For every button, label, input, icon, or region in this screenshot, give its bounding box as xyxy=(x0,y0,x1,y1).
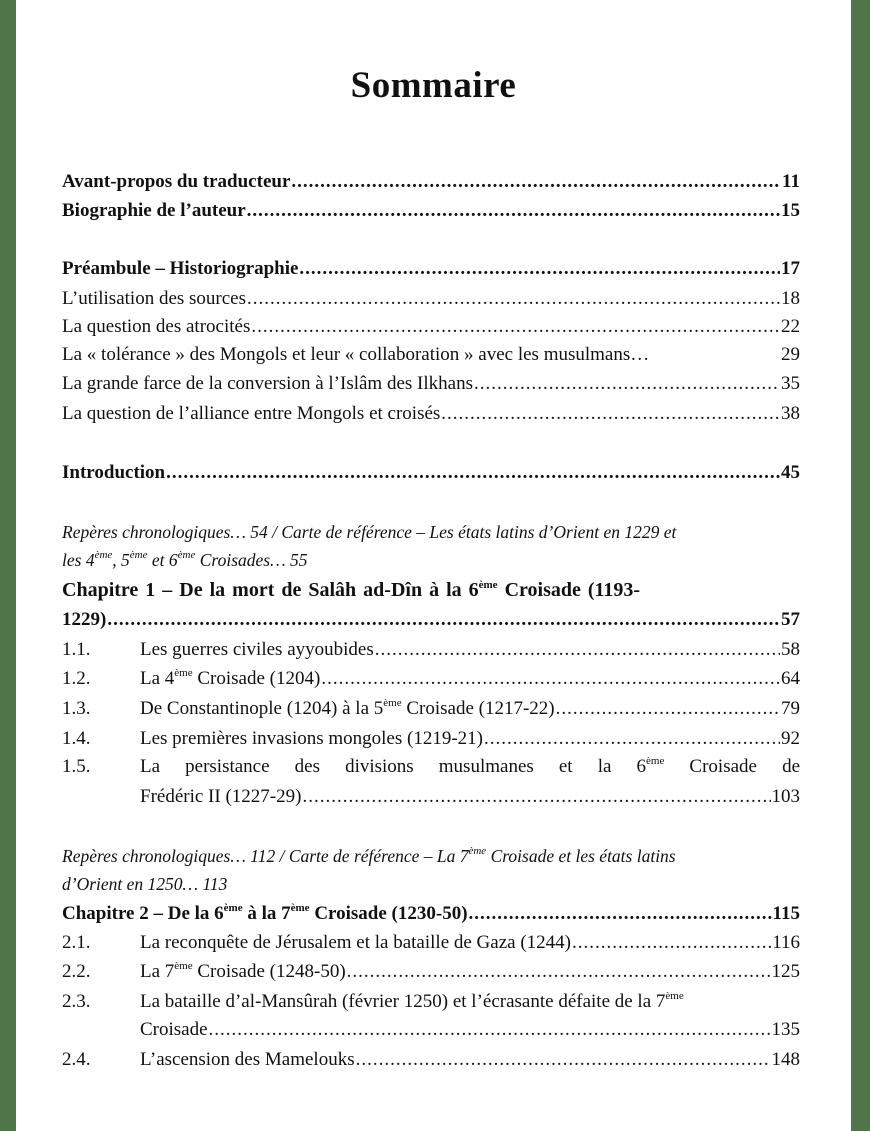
toc-heading[interactable] xyxy=(62,255,800,283)
section-number: 1.2. xyxy=(62,668,91,689)
chapter-title-text: Chapitre 1 – De la mort de Salâh ad-Dîn à la 6 xyxy=(62,579,479,601)
superscript: ème xyxy=(174,960,193,972)
toc-entry-label: La bataille d’al-Mansûrah (février 1250) et l’écrasante défaite de la 7 xyxy=(140,991,666,1012)
word: de xyxy=(782,756,800,777)
toc-entry-page: 18 xyxy=(781,288,800,309)
note-text: Croisade et les états latins xyxy=(486,846,676,866)
leader-dots xyxy=(321,665,780,693)
section-number: 1.4. xyxy=(62,728,91,749)
superscript: ème xyxy=(665,990,684,1002)
toc-section[interactable] xyxy=(62,1046,800,1074)
leader-dots xyxy=(484,725,780,753)
toc-entry-page: 38 xyxy=(781,403,800,424)
toc-entry-label: Les premières invasions mongoles (1219-21) xyxy=(140,728,483,749)
toc-entry-page: 57 xyxy=(781,609,800,630)
toc-entry-page: 22 xyxy=(781,316,800,337)
toc-entry[interactable] xyxy=(62,168,800,196)
leader-dots xyxy=(299,255,780,283)
note-text: Repères chronologiques… 112 / Carte de référence – La 7 xyxy=(62,846,469,866)
superscript: ème xyxy=(177,549,196,561)
superscript: ème xyxy=(478,579,498,591)
section-number: 2.3. xyxy=(62,991,91,1012)
note-text: Croisades… 55 xyxy=(195,550,308,570)
toc-heading[interactable] xyxy=(62,459,800,487)
label-part: La 4 xyxy=(140,668,175,689)
word xyxy=(637,753,665,781)
toc-entry-page: 64 xyxy=(781,668,800,689)
superscript: ème xyxy=(223,902,243,914)
word: Croisade xyxy=(689,756,757,777)
chronology-note xyxy=(62,548,804,573)
superscript: ème xyxy=(129,549,148,561)
note-text: Repères chronologiques… 54 / Carte de référence – Les états latins d’Orient en 1229 et xyxy=(62,522,677,542)
toc-entry[interactable] xyxy=(62,341,800,369)
section-number: 2.4. xyxy=(62,1049,91,1070)
leader-dots xyxy=(166,459,780,487)
toc-entry-label: La reconquête de Jérusalem et la bataille de Gaza (1244) xyxy=(140,932,571,953)
leader-dots xyxy=(107,606,780,634)
toc-entry-page: 29 xyxy=(781,344,800,365)
superscript: ème xyxy=(383,697,402,709)
superscript: ème xyxy=(290,902,310,914)
toc-entry-label: L’ascension des Mamelouks xyxy=(140,1049,355,1070)
label-part: Croisade (1230-50) xyxy=(309,903,468,924)
word: et xyxy=(558,756,573,777)
chronology-note xyxy=(62,520,804,545)
leader-dots xyxy=(375,636,780,664)
leader-dots xyxy=(474,370,780,398)
note-text: les 4 xyxy=(62,550,95,570)
label-part: à la 7 xyxy=(242,903,291,924)
leader-dots xyxy=(469,900,772,928)
toc-section[interactable] xyxy=(62,665,800,693)
toc-entry-label: Biographie de l’auteur xyxy=(62,200,246,221)
toc-entry-label: 1229) xyxy=(62,609,107,630)
leader-dots xyxy=(247,285,780,313)
note-text: d’Orient en 1250… 113 xyxy=(62,874,228,894)
chapter-title[interactable] xyxy=(62,900,800,928)
toc-entry-label xyxy=(62,900,468,928)
toc-entry-label: Introduction xyxy=(62,462,166,483)
section-number: 1.5. xyxy=(62,756,91,777)
toc-heading[interactable] xyxy=(62,606,800,634)
toc-entry[interactable] xyxy=(62,197,800,225)
toc-section[interactable] xyxy=(62,988,800,1016)
toc-entry-page: 148 xyxy=(771,1049,800,1070)
word: musulmanes xyxy=(438,756,534,777)
label-part: De Constantinople (1204) à la 5 xyxy=(140,698,384,719)
leader-dots xyxy=(572,929,771,957)
toc-section-line2[interactable] xyxy=(140,783,800,811)
toc-entry-label: Préambule – Historiographie xyxy=(62,258,299,279)
leader-dots xyxy=(556,695,780,723)
toc-section[interactable] xyxy=(62,695,800,723)
word: persistance xyxy=(185,756,270,777)
toc-entry-label: La « tolérance » des Mongols et leur « collaboration » avec les musulmans… xyxy=(62,344,650,365)
leader-dots xyxy=(291,168,781,196)
section-number: 1.1. xyxy=(62,639,91,660)
leader-dots xyxy=(347,958,771,986)
toc-entry[interactable] xyxy=(62,400,800,428)
word: La xyxy=(140,756,161,777)
label-part: Chapitre 2 – De la 6 xyxy=(62,903,224,924)
toc-entry-page: 35 xyxy=(781,373,800,394)
superscript: ème xyxy=(174,667,193,679)
label-part: 6 xyxy=(636,756,646,777)
toc-entry-page: 11 xyxy=(782,171,800,192)
leader-dots xyxy=(302,783,770,811)
word: la xyxy=(597,756,612,777)
leader-dots xyxy=(209,1016,771,1044)
toc-entry[interactable] xyxy=(62,370,800,398)
leader-dots xyxy=(251,313,780,341)
toc-entry-page: 17 xyxy=(781,258,800,279)
book-page xyxy=(16,0,851,1131)
toc-entry-page: 92 xyxy=(781,728,800,749)
toc-entry[interactable] xyxy=(62,313,800,341)
toc-section[interactable] xyxy=(62,725,800,753)
toc-entry-label xyxy=(140,958,346,986)
word: des xyxy=(294,756,320,777)
toc-entry-label xyxy=(140,695,555,723)
toc-entry[interactable] xyxy=(62,285,800,313)
label-part: Croisade (1248-50) xyxy=(192,961,346,982)
toc-entry-page: 103 xyxy=(771,786,800,807)
toc-section[interactable] xyxy=(62,958,800,986)
toc-section[interactable] xyxy=(62,636,800,664)
word: divisions xyxy=(345,756,414,777)
toc-entry-label: La grande farce de la conversion à l’Islâm des Ilkhans xyxy=(62,373,473,394)
toc-entry-page: 135 xyxy=(771,1019,800,1040)
toc-entry-label: Les guerres civiles ayyoubides xyxy=(140,639,374,660)
leader-dots xyxy=(247,197,780,225)
leader-dots xyxy=(356,1046,771,1074)
chronology-note xyxy=(62,872,804,897)
chapter-title[interactable] xyxy=(62,576,800,604)
toc-entry-page: 125 xyxy=(771,961,800,982)
toc-entry-page: 79 xyxy=(781,698,800,719)
toc-entry-label: Avant-propos du traducteur xyxy=(62,171,291,192)
superscript: ème xyxy=(646,755,665,767)
label-part: Croisade (1204) xyxy=(192,668,321,689)
superscript: ème xyxy=(94,549,113,561)
toc-entry-label xyxy=(140,665,320,693)
toc-entry-label: La question de l’alliance entre Mongols et croisés xyxy=(62,403,441,424)
toc-entry-label: La question des atrocités xyxy=(62,316,251,337)
toc-entry-label: L’utilisation des sources xyxy=(62,288,246,309)
toc-section-line2[interactable] xyxy=(140,1016,800,1044)
toc-entry-page: 115 xyxy=(772,903,800,924)
note-text: , 5 xyxy=(112,550,130,570)
toc-entry-page: 45 xyxy=(781,462,800,483)
toc-entry-page: 15 xyxy=(781,200,800,221)
toc-entry-page: 116 xyxy=(772,932,800,953)
toc-section-line1[interactable] xyxy=(140,753,800,781)
superscript: ème xyxy=(468,845,487,857)
label-part: La 7 xyxy=(140,961,175,982)
note-text: et 6 xyxy=(147,550,178,570)
section-number: 2.2. xyxy=(62,961,91,982)
chapter-title-text: Croisade (1193- xyxy=(497,579,641,601)
leader-dots xyxy=(441,400,780,428)
label-part: Croisade (1217-22) xyxy=(401,698,555,719)
section-number: 1.3. xyxy=(62,698,91,719)
toc-entry-label: Frédéric II (1227-29) xyxy=(140,786,302,807)
page-title: Sommaire xyxy=(350,65,517,106)
toc-entry-label: Croisade xyxy=(140,1019,208,1040)
chronology-note xyxy=(62,844,804,869)
section-number: 2.1. xyxy=(62,932,91,953)
toc-section[interactable] xyxy=(62,929,800,957)
toc-entry-page: 58 xyxy=(781,639,800,660)
